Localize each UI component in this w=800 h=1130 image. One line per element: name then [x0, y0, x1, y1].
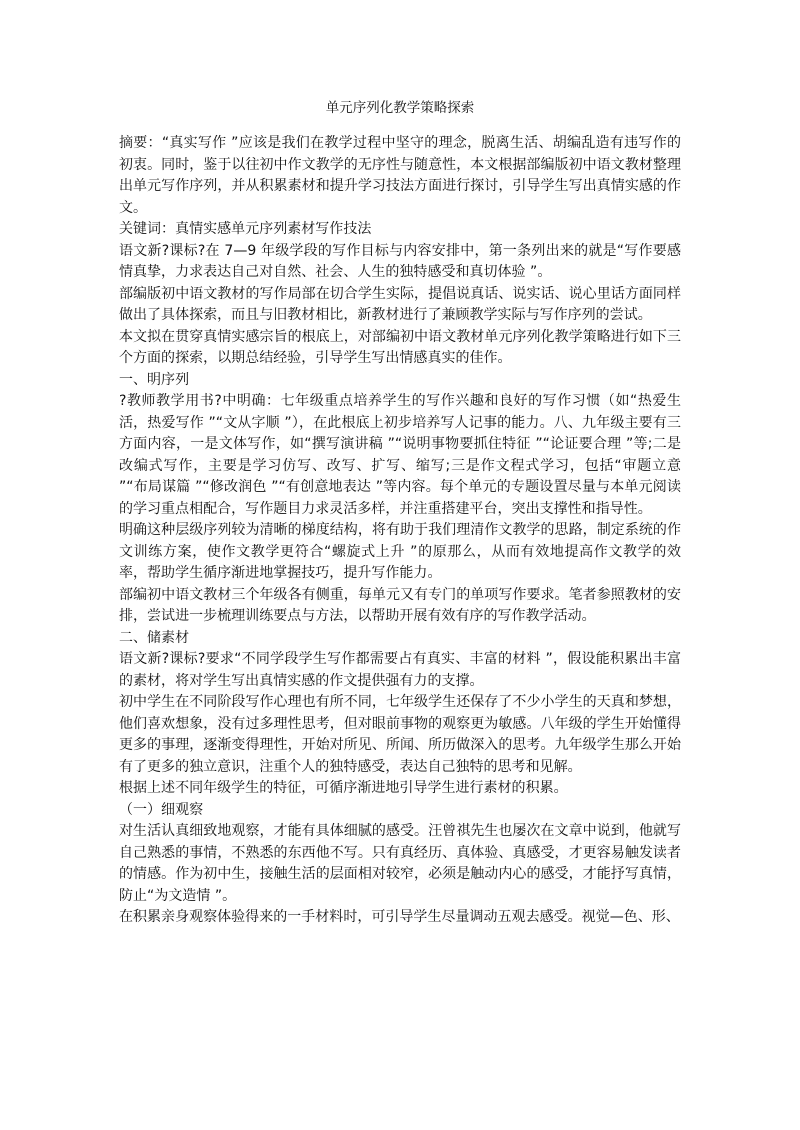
section-1-paragraph-2: 明确这种层级序列较为清晰的梯度结构，将有助于我们理清作文教学的思路，制定系统的作文训练方案，使作文教学更符合“螺旋式上升 ”的原那么，从而有效地提高作文教学的效率，帮助学生循序渐进地掌握技巧，提升写作能力。	[119, 522, 681, 581]
document-title: 单元序列化教学策略探索	[325, 100, 475, 116]
section-1-paragraph-1: ?教师教学用书?中明确：七年级重点培养学生的写作兴趣和良好的写作习惯（如“热爱生活，热爱写作 ”“文从字顺 ”），在此根底上初步培养写人记事的能力。八、九年级主要有三方面内容，一是文体写作，如“撰写演讲稿 ”“说明事物要抓住特征 ”“论证要合理 ”等;二是改编式写作，主要是学习仿写、改写、扩写、缩写;三是作文程式学习，包括“审题立意 ”“布局谋篇 ”“修改润色 ”“有创意地表达 ”等内容。每个单元的专题设置尽量与本单元阅读的学习重点相配合，写作题目力求灵活多样，并注重搭建平台，突出支撑性和指导性。	[119, 393, 681, 517]
section-2-paragraph-3: 根据上述不同年级学生的特征，可循序渐进地引导学生进行素材的积累。	[119, 780, 568, 796]
keywords-line: 关键词：真情实感单元序列素材写作技法	[119, 221, 372, 237]
subsection-1-paragraph-1: 对生活认真细致地观察，才能有具体细腻的感受。汪曾祺先生也屡次在文章中说到，他就写自己熟悉的事情，不熟悉的东西他不写。只有真经历、真体验、真感受，才更容易触发读者的情感。作为初中生，接触生活的层面相对较窄，必须是触动内心的感受，才能抒写真情，防止“为文造情 ”。	[119, 823, 681, 904]
section-1-paragraph-3: 部编初中语文教材三个年级各有侧重，每单元又有专门的单项写作要求。笔者参照教材的安排，尝试进一步梳理训练要点与方法，以帮助开展有效有序的写作教学活动。	[119, 586, 681, 624]
section-2-paragraph-2: 初中学生在不同阶段写作心理也有所不同，七年级学生还保存了不少小学生的天真和梦想，他们喜欢想象，没有过多理性思考，但对眼前事物的观察更为敏感。八年级的学生开始懂得更多的事理，逐渐变得理性，开始对所见、所闻、所历做深入的思考。九年级学生那么开始有了更多的独立意识，注重个人的独特感受，表达自己独特的思考和见解。	[119, 694, 681, 775]
section-2-paragraph-1: 语文新?课标?要求“不同学段学生写作都需要占有真实、丰富的材料 ”，假设能积累出丰富的素材，将对学生写出真情实感的作文提供强有力的支撑。	[119, 651, 681, 689]
section-2-heading: 二、储素材	[119, 629, 190, 646]
intro-paragraph-1: 语文新?课标?在 7—9 年级学段的写作目标与内容安排中，第一条列出来的就是“写作要感情真挚，力求表达自己对自然、社会、人生的独特感受和真切体验 ”。	[119, 242, 681, 280]
intro-paragraph-2: 部编版初中语文教材的写作局部在切合学生实际，提倡说真话、说实话、说心里话方面同样做出了具体探索，而且与旧教材相比，新教材进行了兼顾教学实际与写作序列的尝试。	[119, 285, 681, 323]
subsection-1-heading: （一）细观察	[119, 801, 204, 818]
intro-paragraph-3: 本文拟在贯穿真情实感宗旨的根底上，对部编初中语文教材单元序列化教学策略进行如下三个方面的探索，以期总结经验，引导学生写出情感真实的佳作。	[119, 328, 681, 366]
abstract-paragraph: 摘要：“真实写作 ”应该是我们在教学过程中坚守的理念，脱离生活、胡编乱造有违写作的初衷。同时，鉴于以往初中作文教学的无序性与随意性，本文根据部编版初中语文教材整理出单元写作序列，并从积累素材和提升学习技法方面进行探讨，引导学生写出真情实感的作文。	[119, 135, 681, 216]
document-body	[119, 133, 681, 929]
subsection-1-paragraph-2: 在积累亲身观察体验得来的一手材料时，可引导学生尽量调动五观去感受。视觉—色、形、	[119, 909, 680, 925]
section-1-heading: 一、明序列	[119, 371, 190, 388]
